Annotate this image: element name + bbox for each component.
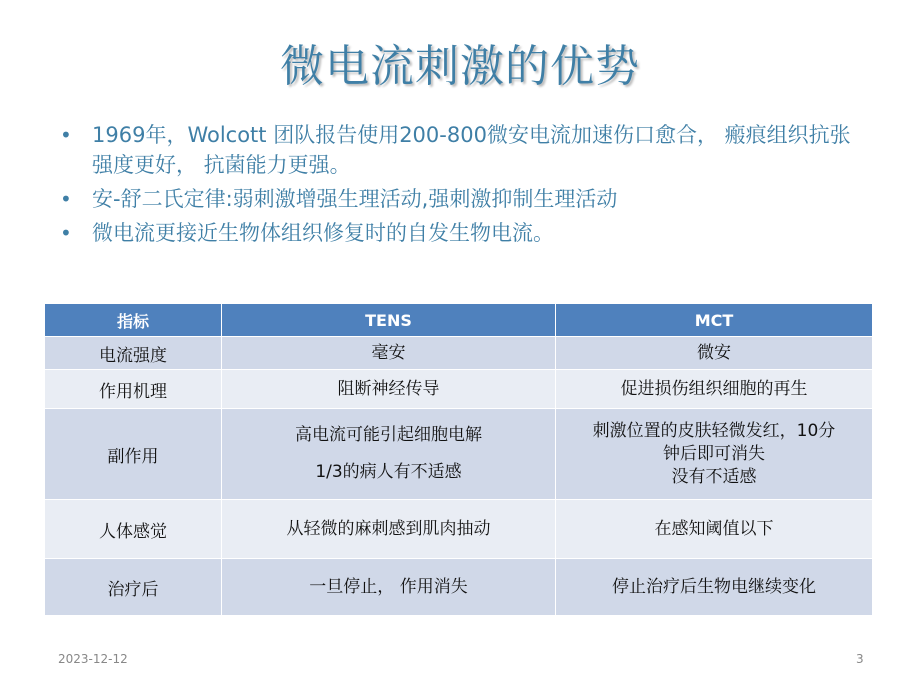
mct-cell bbox=[556, 500, 873, 559]
mct-cell bbox=[556, 409, 873, 500]
tens-cell bbox=[222, 500, 556, 559]
bullet-item: • 1969年，Wolcott 团队报告使用200-800微安电流加速伤口愈合， 瘢痕组织抗张强度更好， 抗菌能力更强。 bbox=[60, 120, 870, 180]
table-row bbox=[45, 409, 873, 500]
row-label: 作用机理 bbox=[45, 370, 222, 409]
header-mct: MCT bbox=[556, 304, 873, 337]
cell-text: 微安 bbox=[697, 342, 731, 363]
row-label: 副作用 bbox=[45, 409, 222, 500]
cell-text: 钟后即可消失 bbox=[663, 443, 765, 464]
cell-text: 没有不适感 bbox=[671, 466, 757, 487]
mct-cell bbox=[556, 559, 873, 616]
cell-text: 促进损伤组织细胞的再生 bbox=[620, 378, 808, 399]
table-row bbox=[45, 559, 873, 616]
table-row bbox=[45, 500, 873, 559]
table-row bbox=[45, 337, 873, 370]
row-label: 人体感觉 bbox=[45, 500, 222, 559]
slide-title: 微电流刺激的优势 bbox=[280, 41, 640, 92]
cell-text: 1/3的病人有不适感 bbox=[315, 462, 462, 482]
comparison-table bbox=[44, 303, 873, 616]
cell-text: 高电流可能引起细胞电解 bbox=[295, 425, 482, 445]
tens-cell bbox=[222, 337, 556, 370]
bullet-item: • 安-舒二氏定律:弱刺激增强生理活动,强刺激抑制生理活动 bbox=[60, 184, 870, 214]
page-number: 3 bbox=[856, 652, 864, 666]
bullet-item: • 微电流更接近生物体组织修复时的自发生物电流。 bbox=[60, 218, 870, 248]
bullet-list bbox=[60, 120, 870, 252]
mct-cell bbox=[556, 337, 873, 370]
cell-text: 停止治疗后生物电继续变化 bbox=[612, 576, 816, 597]
cell-text: 刺激位置的皮肤轻微发红，10分 bbox=[592, 420, 836, 441]
mct-cell bbox=[556, 370, 873, 409]
cell-text: 毫安 bbox=[371, 342, 406, 363]
cell-text: 一旦停止， 作用消失 bbox=[309, 576, 468, 597]
row-label: 电流强度 bbox=[45, 337, 222, 370]
table-row bbox=[45, 370, 873, 409]
row-label: 治疗后 bbox=[45, 559, 222, 616]
cell-text: 在感知阈值以下 bbox=[654, 518, 774, 539]
footer-date: 2023-12-12 bbox=[58, 652, 128, 666]
tens-cell bbox=[222, 409, 556, 500]
table-header-row bbox=[45, 304, 873, 337]
header-tens: TENS bbox=[222, 304, 556, 337]
header-indicator: 指标 bbox=[45, 304, 222, 337]
tens-cell bbox=[222, 370, 556, 409]
cell-text: 阻断神经传导 bbox=[337, 378, 440, 399]
cell-text: 从轻微的麻刺感到肌肉抽动 bbox=[286, 518, 491, 539]
tens-cell bbox=[222, 559, 556, 616]
